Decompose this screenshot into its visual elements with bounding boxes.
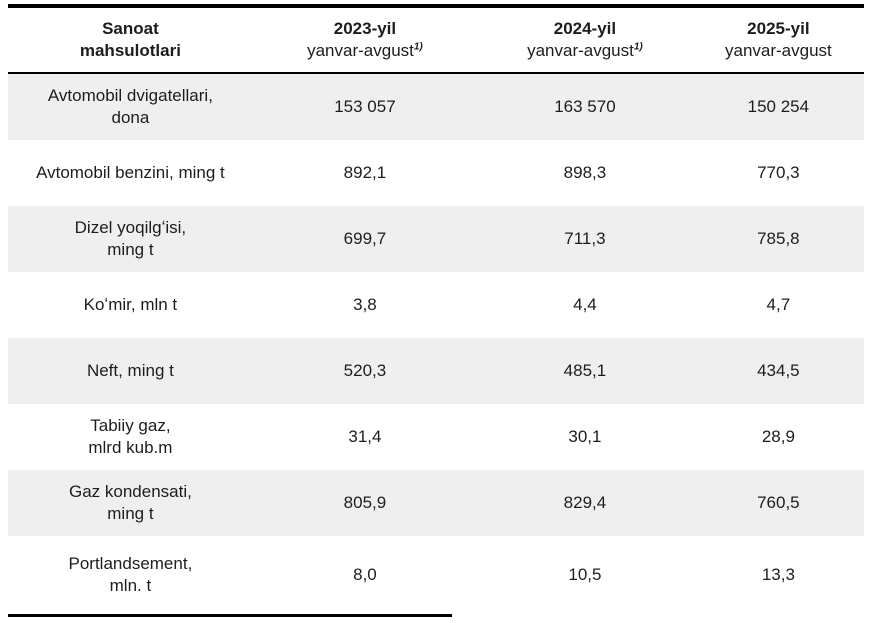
year-label-2023: 2023-yil [333, 19, 397, 38]
table-row [8, 272, 864, 338]
value-cell-2023: 31,4 [348, 427, 382, 446]
value-cell-2023: 892,1 [343, 163, 387, 182]
value-cell-2023: 805,9 [343, 493, 387, 512]
year-label-2024: 2024-yil [553, 19, 617, 38]
column-header-products-line2: mahsulotlari [79, 41, 181, 60]
table-bottom-border [8, 614, 452, 617]
value-cell-2025: 4,7 [766, 295, 791, 314]
table-row [8, 74, 864, 140]
column-header-products-line1: Sanoat [102, 19, 159, 38]
column-header-2023 [253, 18, 477, 62]
footnote-marker: 1) [413, 41, 423, 53]
value-cell-2025: 13,3 [761, 565, 795, 584]
product-cell: Tabiiy gaz, mlrd kub.m [88, 416, 173, 457]
value-cell-2023: 8,0 [353, 565, 377, 584]
value-cell-2024: 711,3 [564, 229, 606, 248]
column-header-products [8, 18, 253, 62]
table-row [8, 206, 864, 272]
value-cell-2025: 760,5 [757, 493, 800, 512]
table-row [8, 470, 864, 536]
product-cell: Avtomobil dvigatellari, dona [47, 86, 213, 127]
value-cell-2024: 898,3 [563, 163, 607, 182]
value-cell-2024: 163 570 [554, 97, 616, 116]
statistics-table [8, 4, 864, 617]
value-cell-2024: 829,4 [563, 493, 607, 512]
industrial-products-table [8, 4, 864, 614]
value-cell-2024: 4,4 [573, 295, 597, 314]
period-label-2025: yanvar-avgust [724, 41, 832, 60]
value-cell-2024: 30,1 [568, 427, 602, 446]
product-cell: Gaz kondensati, ming t [68, 482, 192, 523]
column-header-2024 [477, 18, 693, 62]
value-cell-2024: 10,5 [568, 565, 602, 584]
value-cell-2023: 3,8 [353, 295, 377, 314]
value-cell-2023: 699,7 [343, 229, 387, 248]
value-cell-2025: 770,3 [757, 163, 800, 182]
value-cell-2025: 28,9 [761, 427, 795, 446]
year-label-2025: 2025-yil [747, 19, 810, 38]
footnote-marker: 1) [633, 41, 643, 53]
value-cell-2023: 153 057 [334, 97, 396, 116]
value-cell-2025: 785,8 [757, 229, 800, 248]
period-label-2024: yanvar-avgust$^{1)}$ [527, 41, 643, 60]
product-cell: Dizel yoqilgʻisi, ming t [74, 218, 187, 259]
value-cell-2025: 150 254 [747, 97, 810, 116]
period-label-2023: yanvar-avgust$^{1)}$ [307, 41, 423, 60]
table-header-row [8, 8, 864, 74]
column-header-2025 [693, 18, 864, 62]
product-cell: Koʻmir, mln t [83, 295, 178, 314]
table-row [8, 536, 864, 614]
product-cell: Avtomobil benzini, ming t [36, 163, 225, 182]
value-cell-2023: 520,3 [343, 361, 387, 380]
value-cell-2025: 434,5 [757, 361, 800, 380]
table-row [8, 404, 864, 470]
product-cell: Neft, ming t [86, 361, 174, 380]
table-row [8, 140, 864, 206]
product-cell: Portlandsement, mln. t [68, 554, 193, 595]
table-row [8, 338, 864, 404]
value-cell-2024: 485,1 [563, 361, 607, 380]
